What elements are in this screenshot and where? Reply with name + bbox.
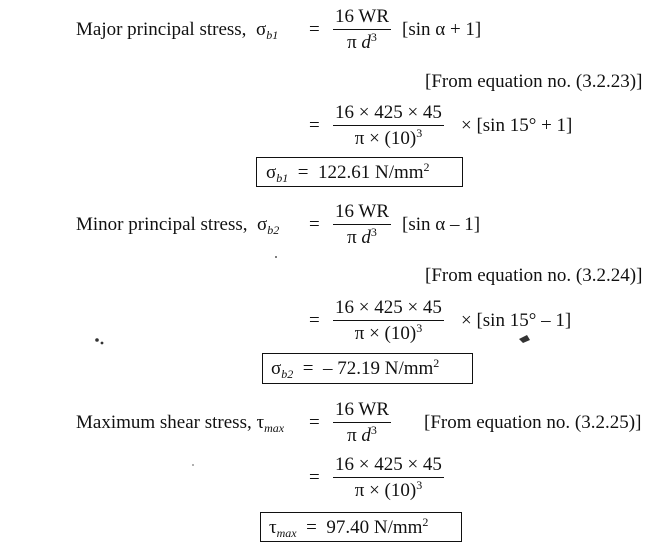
shear-stress-substitution: $\frac{16 \times 425 \times 45}{\pi \times (10)^3}$: [335, 454, 442, 501]
equals-sign: =: [309, 467, 320, 488]
major-stress-result: $\sigma_{b1} = 122.61$ $N/mm^2$: [266, 160, 430, 185]
shear-stress-formula: $\frac{16 WR}{\pi d^3}$: [335, 399, 390, 446]
minor-stress-substitution: $\frac{16 \times 425 \times 45}{\pi \times (10)^3}$: [335, 297, 442, 344]
minor-stress-trig-term: [sin α – 1]: [402, 214, 481, 235]
equals-sign: =: [309, 115, 320, 136]
shear-stress-label: Maximum shear stress, $\tau_{max}$: [76, 412, 285, 435]
minor-stress-label: Minor principal stress, $\sigma_{b2}$: [76, 214, 280, 237]
equation-reference: [From equation no. (3.2.23)]: [425, 71, 643, 92]
major-stress-trig-term: [sin α + 1]: [402, 19, 482, 40]
equals-sign: =: [309, 19, 320, 40]
major-stress-label: Major principal stress, $\sigma_{b1}$: [76, 19, 279, 42]
minor-stress-formula: $\frac{16 WR}{\pi d^3}$: [335, 201, 390, 248]
equals-sign: =: [309, 412, 320, 433]
equation-reference: [From equation no. (3.2.25)]: [424, 412, 642, 433]
major-stress-substitution: $\frac{16 \times 425 \times 45}{\pi \times (10)^3}$: [335, 102, 442, 149]
equals-sign: =: [309, 214, 320, 235]
major-stress-trig-value: × [sin 15° + 1]: [461, 115, 573, 136]
minor-stress-trig-value: × [sin 15° – 1]: [461, 310, 572, 331]
equals-sign: =: [309, 310, 320, 331]
minor-stress-result: $\sigma_{b2}$ = – 72.19 $N/mm^2$: [271, 356, 440, 381]
major-stress-formula: $\frac{16 WR}{\pi d^3}$: [335, 6, 390, 53]
shear-stress-result: $\tau_{max} = 97.40$ $N/mm^2$: [269, 515, 429, 540]
equation-reference: [From equation no. (3.2.24)]: [425, 265, 643, 286]
